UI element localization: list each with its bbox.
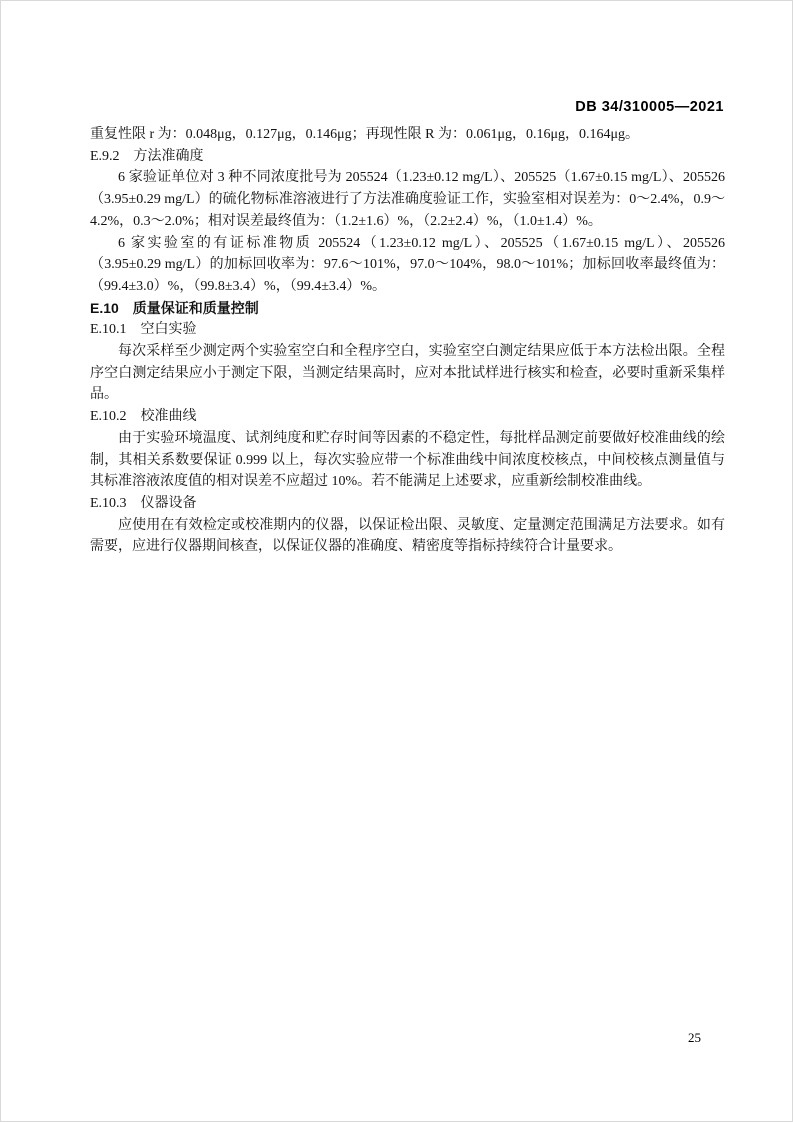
standard-document-code: DB 34/310005—2021 <box>575 99 724 115</box>
document-body <box>90 124 725 558</box>
body-paragraph-recovery: 6 家实验室的有证标准物质 205524（1.23±0.12 mg/L）、205525（1.67±0.15 mg/L）、205526（3.95±0.29 mg/L）的加标回收率为：97.6～101%，97.0～104%，98.0～101%；加标回收率最终值为：（99.4±3.0）%，（99.8±3.4）%，（99.4±3.4）%。 <box>90 235 725 294</box>
body-paragraph-calibration-curve: 由于实验环境温度、试剂纯度和贮存时间等因素的不稳定性，每批样品测定前要做好校准曲线的绘制，其相关系数要保证 0.999 以上，每次实验应带一个标准曲线中间浓度校核点，中间校核点测量值与其标准溶液浓度值的相对误差不应超过 10%。若不能满足上述要求，应重新绘制校准曲线。 <box>90 430 725 490</box>
clause-heading-e102: E.10.2 校准曲线 <box>90 409 197 425</box>
clause-heading-e103: E.10.3 仪器设备 <box>90 495 197 511</box>
page-number: 25 <box>688 1030 701 1045</box>
body-paragraph-instruments: 应使用在有效检定或校准期内的仪器，以保证检出限、灵敏度、定量测定范围满足方法要求。如有需要，应进行仪器期间核查，以保证仪器的准确度、精密度等指标持续符合计量要求。 <box>90 517 725 555</box>
clause-heading-e10: E.10 质量保证和质量控制 <box>90 299 259 316</box>
body-paragraph-accuracy-verification: 6 家验证单位对 3 种不同浓度批号为 205524（1.23±0.12 mg/L）、205525（1.67±0.15 mg/L）、205526（3.95±0.29 mg/L）的硫化物标准溶液进行了方法准确度验证工作，实验室相对误差为：0～2.4%，0.9～4.2%，0.3～2.0%；相对误差最终值为：（1.2±1.6）%，（2.2±2.4）%，（1.0±1.4）%。 <box>90 170 725 229</box>
body-paragraph-blank-test: 每次采样至少测定两个实验室空白和全程序空白，实验室空白测定结果应低于本方法检出限。全程序空白测定结果应小于测定下限，当测定结果高时，应对本批试样进行核实和检查，必要时重新采集样品。 <box>90 344 725 403</box>
body-paragraph-repeatability: 重复性限 r 为：0.048μg，0.127μg，0.146μg；再现性限 R 为：0.061μg，0.16μg，0.164μg。 <box>90 127 640 142</box>
clause-heading-e101: E.10.1 空白实验 <box>90 322 197 338</box>
clause-heading-e92: E.9.2 方法准确度 <box>90 148 204 164</box>
